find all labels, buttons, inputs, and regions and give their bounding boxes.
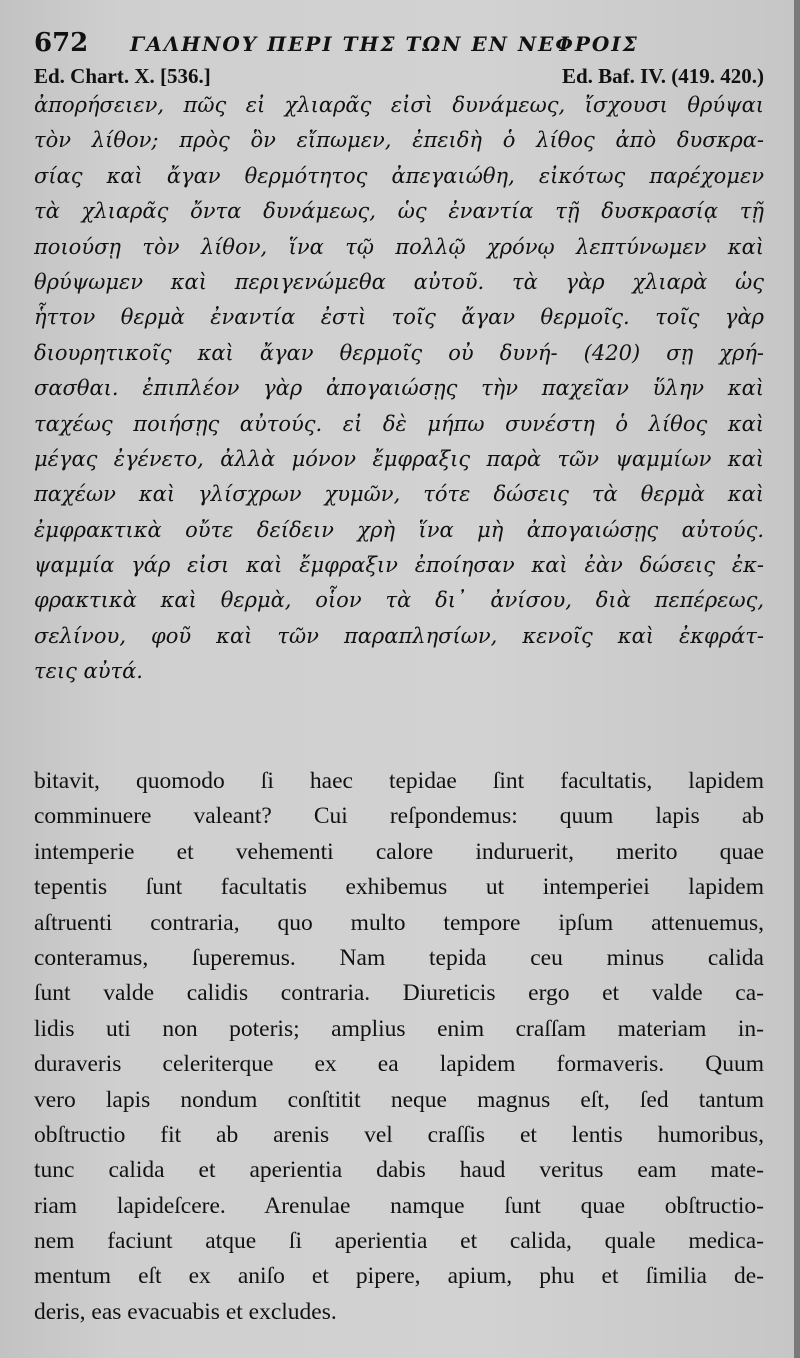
latin-text-line: comminuere valeant? Cui reſpondemus: quum lapis ab <box>34 803 764 830</box>
latin-text-line: ſunt valde calidis contraria. Diureticis ergo et valde ca- <box>34 980 764 1007</box>
greek-text-line: διουρητικοῖς καὶ ἄγαν θερμοῖς οὐ δυνή- (420) σῃ χρή- <box>34 340 764 365</box>
page-header <box>34 26 774 66</box>
page-edge <box>794 0 800 1358</box>
latin-text-line: vero lapis nondum conſtitit neque magnus eſt, ſed tantum <box>34 1086 764 1113</box>
running-title: ΓΑΛΗΝΟΥ ΠΕΡΙ ΤΗΣ ΤΩΝ ΕΝ ΝΕΦΡΟΙΣ <box>130 32 639 56</box>
greek-text-line: θρύψωμεν καὶ περιγενώμεθα αὐτοῦ. τὰ γὰρ χλιαρὰ ὡς <box>34 269 764 294</box>
greek-text-line: ἀπορήσειεν, πῶς εἰ χλιαρᾶς εἰσὶ δυνάμεως, ἴσχουσι θρύψαι <box>34 93 764 117</box>
edition-reference-chartier: Ed. Chart. X. [536.] <box>34 64 211 88</box>
greek-text-line: τεις αὐτά. <box>34 659 143 684</box>
latin-text-line: nem faciunt atque ſi aperientia et calida, quale medica- <box>34 1228 764 1255</box>
greek-text-line: παχέων καὶ γλίσχρων χυμῶν, τότε δώσεις τὰ θερμὰ καὶ <box>34 482 764 507</box>
latin-text-line: obſtructio fit ab arenis vel craſſis et lentis humoribus, <box>34 1121 764 1148</box>
greek-text-line: ταχέως ποιήσῃς αὐτούς. εἰ δὲ μήπω συνέστη ὁ λίθος καὶ <box>34 411 764 436</box>
latin-text-line: deris, eas evacuabis et excludes. <box>34 1298 337 1325</box>
greek-text-line: τὰ χλιαρᾶς ὄντα δυνάμεως, ὡς ἐναντία τῇ δυσκρασίᾳ τῇ <box>34 199 764 224</box>
greek-text-line: σασθαι. ἐπιπλέον γὰρ ἀπογαιώσῃς τὴν παχεῖαν ὕλην καὶ <box>34 376 764 401</box>
edition-reference-basel: Ed. Baf. IV. (419. 420.) <box>561 64 764 88</box>
latin-text-line: riam lapideſcere. Arenulae namque ſunt quae obſtructio- <box>34 1192 764 1219</box>
greek-text-block <box>34 88 764 690</box>
latin-text-line: duraveris celeriterque ex ea lapidem formaveris. Quum <box>34 1051 764 1078</box>
latin-text-line: intemperie et vehementi calore induruerit, merito quae <box>34 838 764 865</box>
greek-text-line: ψαμμία γάρ εἰσι καὶ ἔμφραξιν ἐποίησαν καὶ ἐὰν δώσεις ἐκ- <box>34 553 764 578</box>
greek-text-line: σίας καὶ ἄγαν θερμότητος ἀπεγαιώθη, εἰκότως παρέχομεν <box>34 163 764 188</box>
latin-text-line: tunc calida et aperientia dabis haud veritus eam mate- <box>34 1157 764 1184</box>
greek-text-line: τὸν λίθον; πρὸς ὃν εἴπωμεν, ἐπειδὴ ὁ λίθος ἀπὸ δυσκρα- <box>34 128 764 153</box>
latin-text-line: mentum eſt ex aniſo et pipere, apium, phu et ſimilia de- <box>34 1263 764 1290</box>
greek-text-line: σελίνου, φοῦ καὶ τῶν παραπλησίων, κενοῖς καὶ ἐκφράτ- <box>34 623 764 648</box>
greek-text-line: ποιούσῃ τὸν λίθον, ἵνα τῷ πολλῷ χρόνῳ λεπτύνωμεν καὶ <box>34 234 764 259</box>
latin-text-line: aſtruenti contraria, quo multo tempore ipſum attenuemus, <box>34 909 764 936</box>
greek-text-line: φρακτικὰ καὶ θερμὰ, οἷον τὰ δι᾽ ἀνίσου, διὰ πεπέρεως, <box>34 588 764 613</box>
latin-text-line: conteramus, ſuperemus. Nam tepida ceu minus calida <box>34 944 764 971</box>
latin-text-line: bitavit, quomodo ſi haec tepidae ſint facultatis, lapidem <box>34 768 764 794</box>
greek-text-line: μέγας ἐγένετο, ἀλλὰ μόνον ἔμφραξις παρὰ τῶν ψαμμίων καὶ <box>34 446 764 471</box>
greek-text-line: ἐμφρακτικὰ οὔτε δείδειν χρὴ ἵνα μὴ ἀπογαιώσῃς αὐτούς. <box>34 517 764 542</box>
page-number: 672 <box>34 28 89 58</box>
latin-text-block <box>34 764 764 1330</box>
latin-text-line: lidis uti non poteris; amplius enim craſſam materiam in- <box>34 1015 764 1042</box>
latin-text-line: tepentis ſunt facultatis exhibemus ut intemperiei lapidem <box>34 874 764 901</box>
greek-text-line: ἧττον θερμὰ ἐναντία ἐστὶ τοῖς ἄγαν θερμοῖς. τοῖς γὰρ <box>34 305 764 330</box>
